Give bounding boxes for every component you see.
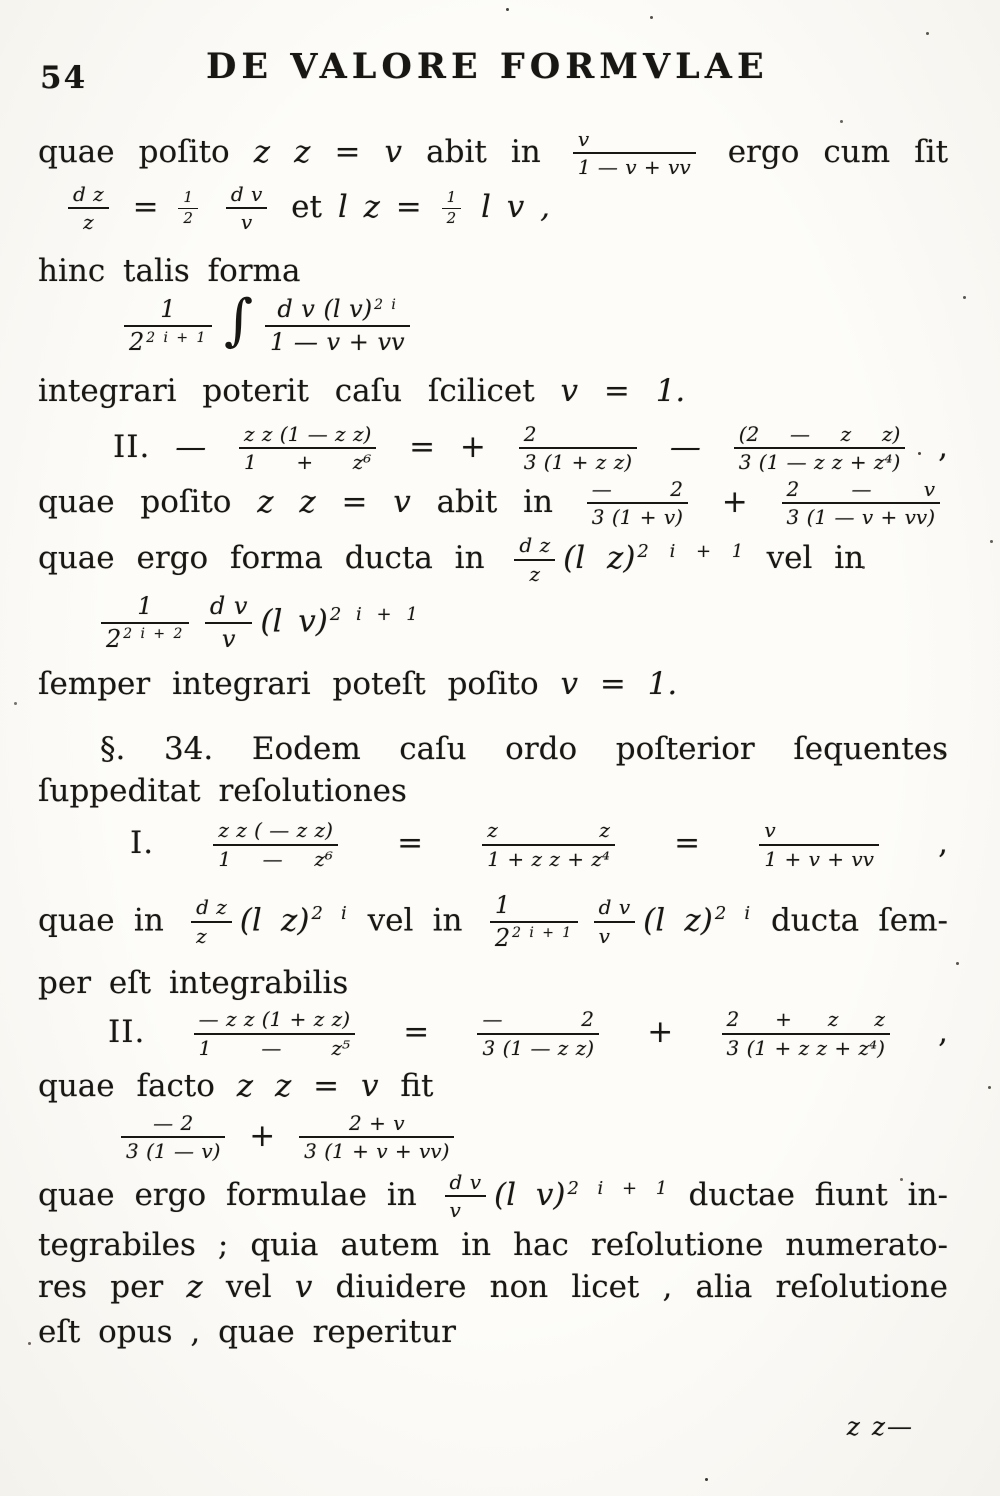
denominator: 3 (1 — z z + z⁴): [734, 447, 906, 473]
fraction: [482, 819, 615, 870]
text-segment: quae poſito: [38, 483, 232, 520]
math-segment: z z = v: [236, 1068, 379, 1105]
running-title: DE VALORE FORMVLAE: [206, 46, 769, 87]
equals-sign: =: [403, 1014, 430, 1051]
text-segment: quae ergo formulae in: [38, 1176, 417, 1213]
section-heading: [38, 730, 948, 769]
denominator: v: [226, 207, 267, 233]
denominator: v: [594, 921, 635, 947]
page-number: 54: [40, 60, 88, 96]
denominator: 1 — z⁶: [213, 844, 338, 870]
denominator: 3 (1 — z z): [477, 1033, 599, 1059]
text-segment: tegrabiles ; quia autem in hac reſolutione numerato-: [38, 1226, 948, 1263]
denominator: 3 (1 — v): [121, 1136, 225, 1162]
text-line: [38, 964, 948, 1003]
text-segment: quae ergo forma ducta in: [38, 540, 485, 577]
denominator: v: [445, 1195, 486, 1221]
fraction: [121, 1112, 225, 1163]
equation-line: [38, 423, 948, 474]
numerator: 1: [183, 187, 193, 206]
scan-speckles: [0, 0, 3, 3]
fraction: [194, 1008, 355, 1059]
page-body: [38, 38, 948, 1362]
numerator: 1: [494, 890, 511, 919]
text-segment: fit: [400, 1068, 434, 1105]
punctuation: ,: [938, 1014, 948, 1051]
equation-label: II.: [108, 1014, 146, 1051]
numerator: 1: [160, 295, 176, 324]
exponent: 2 i + 1: [637, 541, 745, 563]
exponent: 2 i: [374, 296, 398, 313]
base: 2: [494, 923, 511, 952]
numerator: 2 — v: [786, 476, 936, 501]
text-segment: et: [291, 188, 322, 225]
display-formula: [116, 287, 948, 357]
math-segment: l v ,: [481, 188, 551, 225]
integral-sign: ∫: [223, 287, 254, 353]
numerator: 2: [523, 421, 537, 446]
text-segment: quae poſito: [38, 133, 230, 170]
text-line: [38, 478, 948, 529]
text-segment: per eſt integrabilis: [38, 964, 349, 1001]
denominator: [101, 622, 189, 653]
numerator: 2 + z z: [726, 1007, 885, 1032]
equals-sign: =: [674, 825, 701, 862]
denominator: 1 — v + vv: [573, 152, 696, 178]
denominator: 1 — z⁵: [194, 1033, 355, 1059]
denominator: [490, 921, 578, 952]
fraction: [519, 423, 637, 474]
numerator: — 2: [591, 476, 683, 501]
denominator: 1 + z z + z⁴: [482, 844, 615, 870]
numerator: [265, 296, 410, 325]
text-segment: integrari poterit caſu ſcilicet: [38, 373, 535, 410]
fraction: [477, 1008, 599, 1059]
equation-label: I.: [130, 825, 155, 862]
numerator: d z: [73, 181, 104, 206]
math-segment: z z = v: [253, 133, 403, 170]
base: 2: [106, 625, 122, 654]
text-segment: res per: [38, 1269, 164, 1306]
numerator: 1: [446, 187, 457, 206]
display-formula: [93, 593, 948, 653]
text-line: [38, 534, 948, 585]
math-segment: v = 1.: [560, 373, 686, 410]
text-line: [38, 1226, 948, 1265]
text-line: [38, 1067, 948, 1106]
plus-sign: +: [647, 1014, 674, 1051]
math-segment: (l z): [239, 902, 310, 939]
text-line: [38, 1171, 948, 1222]
minus-sign: —: [175, 428, 207, 465]
plus-sign: +: [721, 483, 748, 520]
text-segment: ducta ſem-: [770, 902, 949, 939]
fraction: [226, 183, 267, 234]
text-segment: quae facto: [38, 1068, 215, 1105]
punctuation: ,: [938, 825, 949, 862]
text-segment: eſt opus , quae reperitur: [38, 1314, 456, 1351]
math-segment: z: [186, 1269, 203, 1306]
base: d v (l v): [277, 295, 373, 324]
base: 2: [129, 328, 145, 357]
math-segment: (l z): [643, 902, 713, 939]
denominator: 3 (1 + v + vv): [299, 1136, 454, 1162]
denominator: z: [68, 207, 109, 233]
numerator: z z: [487, 818, 610, 843]
text-line: [38, 1268, 948, 1307]
numerator: d z: [519, 533, 551, 558]
display-formula: [113, 1112, 948, 1163]
exponent: 2 i + 1: [512, 925, 573, 942]
fraction: [213, 819, 338, 870]
text-segment: vel in: [766, 540, 865, 577]
text-segment: hinc talis forma: [38, 252, 301, 289]
math-segment: l z =: [337, 188, 422, 225]
exponent: 2 i + 1: [146, 329, 207, 346]
fraction: [514, 534, 555, 585]
text-segment: abit in: [426, 133, 541, 170]
catchword: z z—: [846, 1412, 914, 1441]
fraction: [573, 128, 696, 179]
text-segment: diuidere non licet , alia reſolutione: [335, 1269, 949, 1306]
text-segment: vel in: [367, 902, 463, 939]
text-segment: vel: [225, 1269, 272, 1306]
denominator: 3 (1 + v): [587, 502, 688, 528]
fraction: [722, 1008, 890, 1059]
denominator: 3 (1 + z z + z⁴): [722, 1033, 890, 1059]
text-segment: abit in: [436, 483, 553, 520]
denominator: 2: [442, 208, 462, 227]
fraction: [782, 478, 941, 529]
fraction: [299, 1112, 454, 1163]
numerator: d v: [230, 181, 263, 206]
text-segment: ſuppeditat reſolutiones: [38, 773, 407, 810]
equals-sign: = +: [409, 428, 486, 465]
denominator: 1 — v + vv: [265, 325, 410, 356]
fraction: [239, 423, 376, 474]
numerator: v: [764, 818, 776, 843]
exponent: 2 i: [714, 903, 752, 925]
equation-line: [38, 819, 948, 870]
math-segment: (l z): [563, 540, 636, 577]
denominator: z: [191, 921, 232, 947]
math-segment: (l v): [260, 603, 328, 640]
math-segment: v: [294, 1269, 313, 1306]
exponent: 2 i + 2: [123, 626, 184, 643]
denominator: [124, 325, 212, 356]
denominator: 2: [178, 208, 198, 227]
fraction: [445, 1171, 486, 1222]
text-line: [38, 772, 948, 811]
numerator: 2 + v: [349, 1110, 405, 1135]
equals-sign: =: [397, 825, 424, 862]
minus-sign: —: [669, 428, 701, 465]
numerator: — 2: [153, 1110, 194, 1135]
fraction: [101, 593, 189, 653]
exponent: 2 i + 1: [329, 604, 420, 626]
fraction: [442, 187, 462, 227]
numerator: 1: [137, 592, 153, 621]
text-segment: ergo cum ſit: [727, 133, 949, 170]
equals-sign: =: [132, 188, 159, 225]
fraction: [734, 423, 906, 474]
fraction: [490, 892, 578, 952]
math-segment: z z = v: [257, 483, 411, 520]
equation-label: II.: [113, 428, 151, 465]
numerator: z z ( — z z): [218, 818, 333, 843]
math-segment: (l v): [494, 1176, 566, 1213]
denominator: 1 + z⁶: [239, 447, 376, 473]
text-line: [38, 128, 948, 179]
denominator: z: [514, 559, 555, 585]
fraction: [594, 896, 635, 947]
text-line: [38, 372, 948, 411]
numerator: z z (1 — z z): [244, 421, 372, 446]
fraction: [587, 478, 688, 529]
equation-line: [38, 1008, 948, 1059]
plus-sign: +: [249, 1117, 276, 1154]
text-segment: quae in: [38, 902, 164, 939]
fraction: [265, 296, 410, 356]
numerator: v: [577, 127, 590, 151]
numerator: — 2: [482, 1007, 595, 1032]
fraction: [191, 896, 232, 947]
numerator: — z z (1 + z z): [198, 1007, 350, 1032]
numerator: d v: [598, 895, 631, 920]
numerator: d v: [449, 1169, 482, 1194]
text-segment: ſemper integrari poteſt poſito: [38, 665, 539, 702]
text-segment: ductae fiunt in-: [688, 1176, 948, 1213]
fraction: [178, 187, 198, 227]
text-line: [38, 892, 948, 952]
text-line: [60, 183, 948, 234]
fraction: [124, 296, 212, 356]
denominator: 3 (1 + z z): [519, 447, 637, 473]
text-line: [38, 1313, 948, 1352]
exponent: 2 i + 1: [567, 1177, 669, 1199]
numerator: d z: [196, 895, 227, 920]
text-segment: §. 34. Eodem caſu ordo poſterior ſequentes: [100, 730, 948, 767]
fraction: [68, 183, 109, 234]
fraction: [205, 593, 253, 653]
denominator: 1 + v + vv: [759, 844, 879, 870]
numerator: d v: [209, 592, 248, 621]
text-line: [38, 252, 948, 291]
page-header: [38, 38, 948, 104]
denominator: 3 (1 — v + vv): [782, 502, 941, 528]
exponent: 2 i: [311, 903, 349, 925]
math-segment: v = 1.: [560, 665, 678, 702]
numerator: (2 — z z): [738, 421, 901, 446]
punctuation: ,: [938, 428, 948, 465]
denominator: v: [205, 622, 253, 653]
text-line: [38, 665, 948, 704]
fraction: [759, 819, 879, 870]
